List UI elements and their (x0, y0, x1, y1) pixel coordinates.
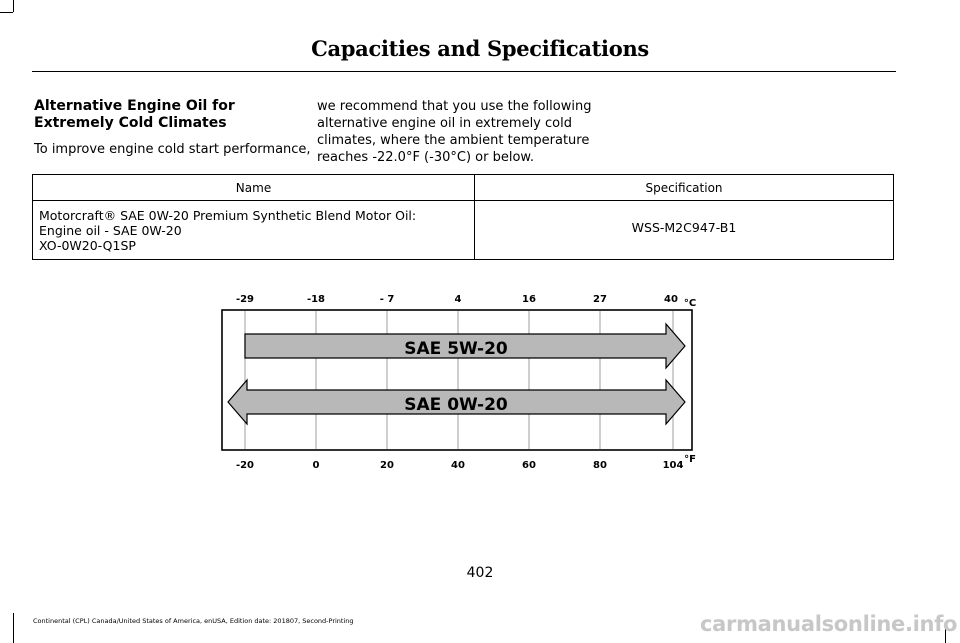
fahrenheit-tick-label: 104 (662, 460, 684, 471)
fahrenheit-unit-label: °F (684, 454, 696, 465)
column-header-specification: Specification (475, 175, 894, 201)
celsius-tick-label: -29 (235, 294, 255, 305)
table-row (33, 201, 894, 260)
oil-specification-cell: WSS-M2C947-B1 (475, 201, 894, 260)
celsius-tick-label: - 7 (379, 294, 395, 305)
oil-name-line: Engine oil - SAE 0W-20 (39, 223, 182, 238)
celsius-tick-label: 40 (664, 294, 678, 305)
celsius-tick-label: 16 (522, 294, 536, 305)
chart-frame (222, 310, 692, 450)
celsius-tick-label: 4 (454, 294, 462, 305)
oil-name-line: Motorcraft® SAE 0W-20 Premium Synthetic Blend Motor Oil: (39, 208, 417, 223)
page-header-title: Capacities and Specifications (311, 36, 649, 61)
oil-range-label: SAE 0W-20 (404, 395, 508, 415)
column-header-name: Name (33, 175, 475, 201)
celsius-unit-label: °C (683, 298, 697, 309)
oil-name-line: XO-0W20-Q1SP (39, 238, 136, 253)
page-number: 402 (466, 565, 494, 581)
oil-temperature-chart (210, 284, 710, 474)
oil-range-label: SAE 5W-20 (404, 339, 508, 359)
header-rule (32, 71, 896, 72)
fahrenheit-tick-label: 40 (451, 460, 465, 471)
section-title: Alternative Engine Oil for Extremely Cold Climates (34, 98, 235, 131)
oil-spec-table (32, 174, 894, 260)
fahrenheit-tick-label: -20 (235, 460, 255, 471)
fahrenheit-tick-label: 80 (593, 460, 607, 471)
intro-text-right: we recommend that you use the following alternative engine oil in extremely cold climates, where the ambient temperature reaches -22.0°F (-30°C) or below. (317, 99, 592, 165)
fahrenheit-tick-label: 0 (312, 460, 320, 471)
fahrenheit-tick-label: 20 (380, 460, 394, 471)
crop-mark-top-left-v (13, 0, 14, 12)
celsius-tick-label: -18 (306, 294, 326, 305)
crop-mark-top-left-h (0, 12, 13, 13)
watermark-text: carmanualsonline.info (700, 612, 958, 636)
intro-text-left: To improve engine cold start performance, (34, 142, 311, 157)
oil-name-cell (33, 201, 475, 260)
fahrenheit-tick-label: 60 (522, 460, 536, 471)
crop-mark-bottom-left-v (13, 613, 14, 643)
celsius-tick-label: 27 (593, 294, 607, 305)
edition-footer: Continental (CPL) Canada/United States of America, enUSA, Edition date: 201807, Second-Printing (33, 617, 354, 625)
table-header-row (33, 175, 894, 201)
